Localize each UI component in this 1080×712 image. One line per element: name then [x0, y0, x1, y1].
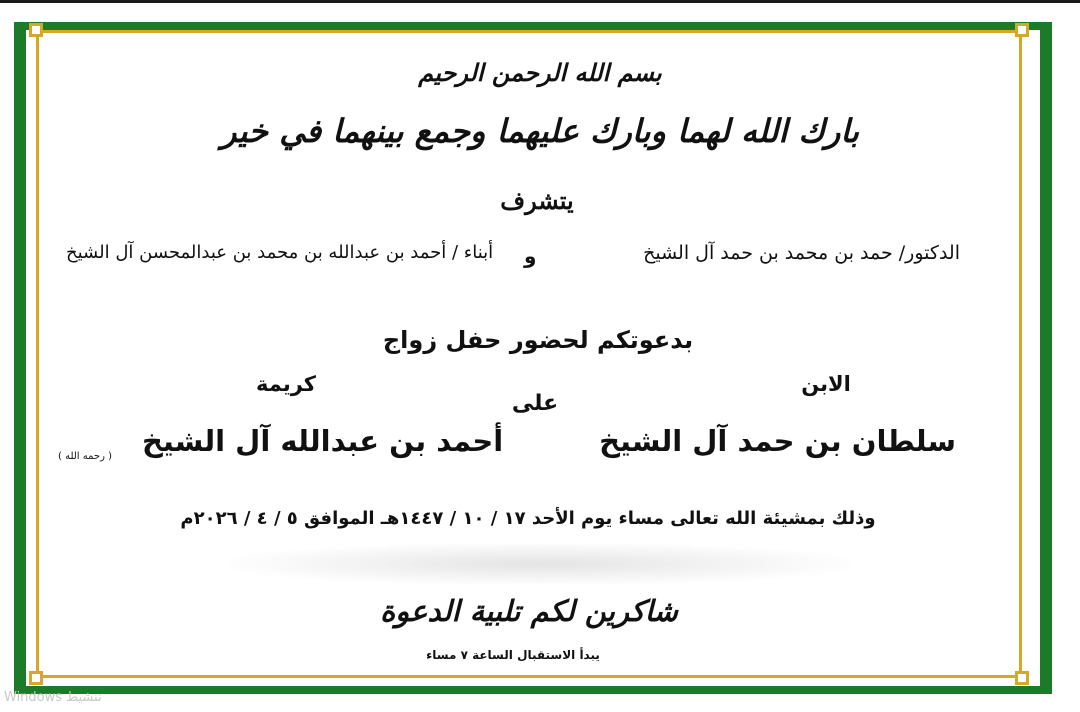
basmala: بسم الله الرحمن الرحيم: [418, 58, 662, 87]
reception-time: يبدأ الاستقبال الساعة ٧ مساء: [426, 648, 600, 662]
on-word: على: [511, 391, 559, 416]
blurred-region: [230, 543, 850, 585]
corner-ornament-top-right: [1015, 23, 1029, 37]
bride-father-name: أحمد بن عبدالله آل الشيخ: [142, 424, 504, 458]
date-line: وذلك بمشيئة الله تعالى مساء يوم الأحد ١٧ / ١٠ / ١٤٤٧هـ الموافق ٥ / ٤ / ٢٠٢٦م: [180, 508, 876, 529]
host-right-name: الدكتور/ حمد بن محمد بن حمد آل الشيخ: [643, 242, 960, 264]
invite-line: بدعوتكم لحضور حفل زواج: [382, 326, 694, 354]
corner-ornament-bottom-right: [1015, 671, 1029, 685]
activation-watermark: Windows تنشيط: [4, 690, 102, 705]
daughter-label: كريمة: [256, 372, 316, 396]
blessing-line: بارك الله لهما وبارك عليهما وجمع بينهما في خير: [220, 112, 860, 150]
corner-ornament-bottom-left: [29, 671, 43, 685]
host-left-name: أبناء / أحمد بن عبدالله بن محمد بن عبدالمحسن آل الشيخ: [66, 242, 494, 263]
thanks-line: شاكرين لكم تلبية الدعوة: [380, 594, 678, 628]
top-rule: [0, 0, 1080, 3]
and-conjunction: و: [524, 244, 537, 268]
honored-word: يتشرف: [500, 186, 574, 215]
deceased-note: ( رحمه الله ): [58, 451, 112, 462]
son-label: الابن: [801, 372, 851, 396]
groom-name: سلطان بن حمد آل الشيخ: [599, 424, 956, 458]
corner-ornament-top-left: [29, 23, 43, 37]
